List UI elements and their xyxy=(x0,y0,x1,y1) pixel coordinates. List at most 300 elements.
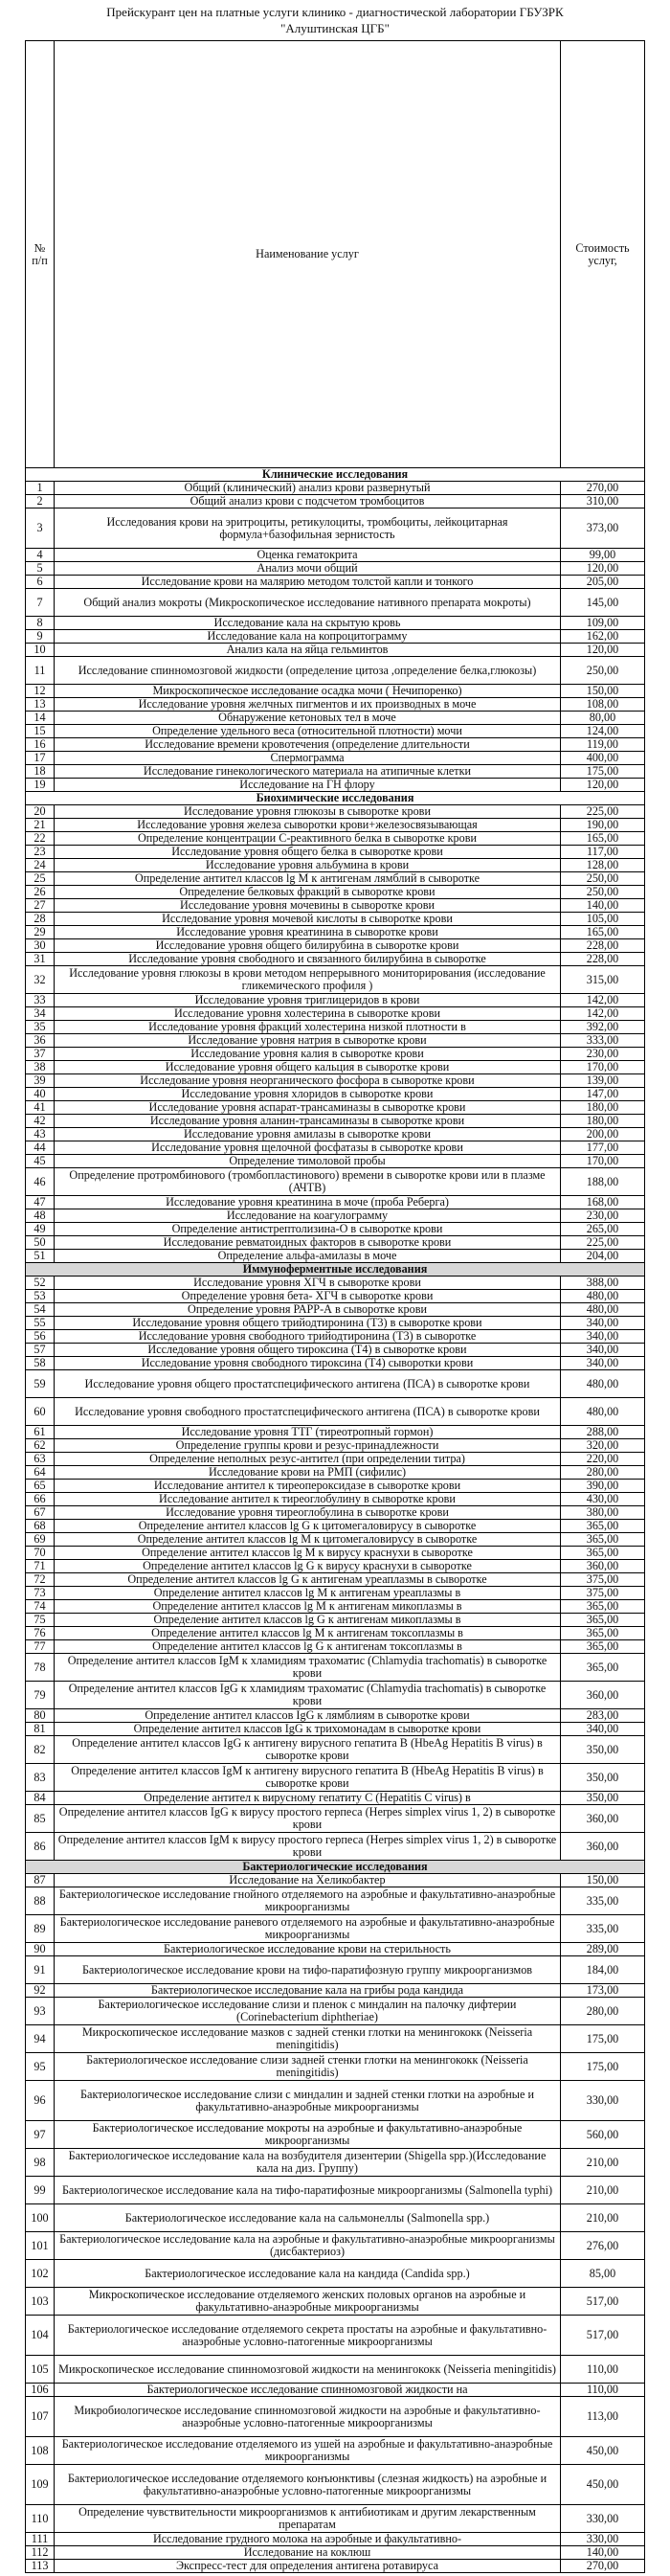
service-price: 175,00 xyxy=(561,765,645,779)
table-row xyxy=(26,1034,645,1048)
table-row xyxy=(26,899,645,913)
row-number: 5 xyxy=(26,562,55,576)
service-name: Определение белковых фракций в сыворотке крови xyxy=(55,886,561,899)
service-name: Бактериологическое исследование спинномозговой жидкости на xyxy=(55,2384,561,2397)
section-header-row xyxy=(26,1263,645,1277)
service-price: 450,00 xyxy=(561,2437,645,2465)
row-number: 103 xyxy=(26,2288,55,2316)
row-number: 74 xyxy=(26,1600,55,1614)
service-name: Исследование уровня альбумина в крови xyxy=(55,859,561,872)
service-price: 200,00 xyxy=(561,1128,645,1141)
table-row xyxy=(26,1317,645,1330)
section-title: Клинические исследования xyxy=(26,468,645,482)
section-title: Бактериологические исследования xyxy=(26,1861,645,1874)
service-name: Исследование уровня аспарат-трансаминазы в сыворотке крови xyxy=(55,1101,561,1115)
service-name: Исследование кала на копроцитограмму xyxy=(55,630,561,644)
service-price: 175,00 xyxy=(561,2025,645,2053)
service-name: Определение антител классов lg G к антигенам уреаплазмы в сыворотке xyxy=(55,1573,561,1587)
service-price: 128,00 xyxy=(561,859,645,872)
service-price: 177,00 xyxy=(561,1141,645,1155)
service-name: Бактериологическое исследование отделяемого секрета простаты на аэробные и факультативно-анаэробные условно-патогенные микроорганизмы xyxy=(55,2316,561,2356)
service-name: Исследование уровня креатинина в моче (проба Реберга) xyxy=(55,1196,561,1209)
row-number: 64 xyxy=(26,1466,55,1480)
table-row xyxy=(26,859,645,872)
table-row xyxy=(26,913,645,926)
table-row xyxy=(26,994,645,1007)
table-row xyxy=(26,1370,645,1398)
service-price: 480,00 xyxy=(561,1290,645,1303)
row-number: 105 xyxy=(26,2356,55,2384)
service-name: Бактериологическое исследование крови на стерильность xyxy=(55,1943,561,1956)
row-number: 8 xyxy=(26,617,55,630)
row-number: 63 xyxy=(26,1453,55,1466)
service-price: 168,00 xyxy=(561,1196,645,1209)
service-name: Определение неполных резус-антител (при определении титра) xyxy=(55,1453,561,1466)
table-row xyxy=(26,1547,645,1560)
row-number: 82 xyxy=(26,1736,55,1764)
table-row xyxy=(26,549,645,562)
table-row xyxy=(26,1250,645,1263)
service-price: 365,00 xyxy=(561,1654,645,1682)
row-number: 77 xyxy=(26,1640,55,1654)
service-name: Исследование уровня креатинина в сыворотке крови xyxy=(55,926,561,939)
service-price: 350,00 xyxy=(561,1764,645,1792)
service-name: Исследование уровня хлоридов в сыворотке крови xyxy=(55,1088,561,1101)
service-name: Определение антител классов lg M к антигенам токсоплазмы в xyxy=(55,1627,561,1640)
service-price: 288,00 xyxy=(561,1426,645,1439)
service-name: Экспресс-тест для определения антигена ротавируса xyxy=(55,2560,561,2573)
service-name: Исследование уровня ТТГ (тиреотропный гормон) xyxy=(55,1426,561,1439)
row-number: 26 xyxy=(26,886,55,899)
table-row xyxy=(26,738,645,752)
table-row xyxy=(26,2025,645,2053)
service-price: 517,00 xyxy=(561,2288,645,2316)
row-number: 50 xyxy=(26,1236,55,1250)
table-row xyxy=(26,685,645,698)
service-price: 210,00 xyxy=(561,2149,645,2177)
row-number: 1 xyxy=(26,482,55,495)
service-name: Определение антител классов IgM к хламидиям трахоматис (Chlamydia trachomatis) в сыворотке крови xyxy=(55,1654,561,1682)
service-price: 310,00 xyxy=(561,495,645,508)
section-header-row xyxy=(26,468,645,482)
service-price: 145,00 xyxy=(561,589,645,617)
service-name: Определение антител классов lg G к вирусу краснухи в сыворотке xyxy=(55,1560,561,1573)
row-number: 34 xyxy=(26,1007,55,1021)
row-number: 78 xyxy=(26,1654,55,1682)
service-price: 228,00 xyxy=(561,953,645,966)
row-number: 113 xyxy=(26,2560,55,2573)
row-number: 83 xyxy=(26,1764,55,1792)
table-row xyxy=(26,1614,645,1627)
table-row xyxy=(26,495,645,508)
row-number: 93 xyxy=(26,1998,55,2025)
service-price: 210,00 xyxy=(561,2204,645,2232)
service-price: 184,00 xyxy=(561,1956,645,1984)
table-row xyxy=(26,1943,645,1956)
row-number: 19 xyxy=(26,779,55,792)
table-row xyxy=(26,1398,645,1426)
row-number: 68 xyxy=(26,1520,55,1533)
table-row xyxy=(26,765,645,779)
service-name: Бактериологическое исследование гнойного отделяемого на аэробные и факультативно-анаэробные микроорганизмы xyxy=(55,1887,561,1915)
service-name: Исследование уровня общего простатспецифического антигена (ПСА) в сыворотке крови xyxy=(55,1370,561,1398)
service-name: Определение альфа-амилазы в моче xyxy=(55,1250,561,1263)
service-price: 142,00 xyxy=(561,1007,645,1021)
service-price: 392,00 xyxy=(561,1021,645,1034)
service-name: Исследование уровня ХГЧ в сыворотке крови xyxy=(55,1277,561,1290)
row-number: 24 xyxy=(26,859,55,872)
service-price: 142,00 xyxy=(561,994,645,1007)
service-name: Определение антистрептолизина-О в сыворотке крови xyxy=(55,1223,561,1236)
table-row xyxy=(26,482,645,495)
service-price: 205,00 xyxy=(561,576,645,589)
table-row xyxy=(26,2232,645,2260)
service-name: Исследование крови на малярию методом толстой капли и тонкого xyxy=(55,576,561,589)
service-name: Обнаружение кетоновых тел в моче xyxy=(55,712,561,725)
service-name: Определение антител классов lg M к цитомегаловирусу в сыворотке xyxy=(55,1533,561,1547)
service-price: 117,00 xyxy=(561,846,645,859)
service-name: Бактериологическое исследование кала на аэробные и факультативно-анаэробные микроорганизмы (дисбактериоз) xyxy=(55,2232,561,2260)
service-name: Исследование антител к тиреоглобулину в сыворотке крови xyxy=(55,1493,561,1506)
table-row xyxy=(26,1155,645,1168)
service-name: Определение группы крови и резус-принадлежности xyxy=(55,1439,561,1453)
row-number: 84 xyxy=(26,1792,55,1805)
table-row xyxy=(26,1887,645,1915)
service-price: 320,00 xyxy=(561,1439,645,1453)
service-name: Бактериологическое исследование кала на возбудителя дизентерии (Shigella spp.)(Исследование кала на диз. Группу) xyxy=(55,2149,561,2177)
service-name: Исследование уровня желчных пигментов и их производных в моче xyxy=(55,698,561,712)
service-price: 390,00 xyxy=(561,1480,645,1493)
service-price: 365,00 xyxy=(561,1600,645,1614)
row-number: 76 xyxy=(26,1627,55,1640)
table-row xyxy=(26,2288,645,2316)
row-number: 71 xyxy=(26,1560,55,1573)
service-name: Исследование уровня щелочной фосфатазы в сыворотке крови xyxy=(55,1141,561,1155)
service-name: Определение антител классов IgG к антигену вирусного гепатита В (HbeAg Hepatitis B virus) в сыворотке крови xyxy=(55,1736,561,1764)
service-price: 120,00 xyxy=(561,562,645,576)
row-number: 62 xyxy=(26,1439,55,1453)
table-row xyxy=(26,1101,645,1115)
table-row xyxy=(26,1439,645,1453)
row-number: 45 xyxy=(26,1155,55,1168)
table-row xyxy=(26,2356,645,2384)
document-title-line1: Прейскурант цен на платные услуги клинико - диагностической лаборатории ГБУЗРК xyxy=(106,5,564,19)
row-number: 27 xyxy=(26,899,55,913)
table-row xyxy=(26,1196,645,1209)
row-number: 15 xyxy=(26,725,55,738)
service-name: Исследование на коклюш xyxy=(55,2546,561,2560)
row-number: 29 xyxy=(26,926,55,939)
service-price: 225,00 xyxy=(561,805,645,819)
service-name: Микроскопическое исследование спинномозговой жидкости на менингококк (Neisseria meningitidis) xyxy=(55,2356,561,2384)
price-table-body xyxy=(26,41,645,2573)
service-name: Исследование уровня мочевой кислоты в сыворотке крови xyxy=(55,913,561,926)
table-row xyxy=(26,1480,645,1493)
row-number: 14 xyxy=(26,712,55,725)
service-price: 375,00 xyxy=(561,1573,645,1587)
service-name: Определение тимоловой пробы xyxy=(55,1155,561,1168)
row-number: 36 xyxy=(26,1034,55,1048)
row-number: 75 xyxy=(26,1614,55,1627)
row-number: 65 xyxy=(26,1480,55,1493)
service-name: Бактериологическое исследование кала на кандида (Candida spp.) xyxy=(55,2260,561,2288)
table-row xyxy=(26,1640,645,1654)
service-price: 270,00 xyxy=(561,482,645,495)
row-number: 79 xyxy=(26,1682,55,1709)
service-price: 170,00 xyxy=(561,1155,645,1168)
row-number: 73 xyxy=(26,1587,55,1600)
table-row xyxy=(26,562,645,576)
row-number: 98 xyxy=(26,2149,55,2177)
table-header-row xyxy=(26,41,645,468)
table-row xyxy=(26,1426,645,1439)
service-name: Исследование уровня калия в сыворотке крови xyxy=(55,1048,561,1061)
table-row xyxy=(26,2204,645,2232)
service-name: Определение протромбинового (тромбопластинового) времени в сыворотке крови или в плазме (АЧТВ) xyxy=(55,1168,561,1196)
table-row xyxy=(26,819,645,832)
table-row xyxy=(26,1330,645,1344)
service-price: 99,00 xyxy=(561,549,645,562)
service-name: Определение антител к вирусному гепатиту С (Hepatitis C virus) в xyxy=(55,1792,561,1805)
service-price: 276,00 xyxy=(561,2232,645,2260)
row-number: 46 xyxy=(26,1168,55,1196)
service-price: 340,00 xyxy=(561,1723,645,1736)
row-number: 23 xyxy=(26,846,55,859)
table-row xyxy=(26,1344,645,1357)
row-number: 99 xyxy=(26,2177,55,2204)
service-name: Исследование крови на РМП (сифилис) xyxy=(55,1466,561,1480)
table-row xyxy=(26,1141,645,1155)
table-row xyxy=(26,2384,645,2397)
service-price: 119,00 xyxy=(561,738,645,752)
service-price: 140,00 xyxy=(561,899,645,913)
table-row xyxy=(26,698,645,712)
service-name: Спермограмма xyxy=(55,752,561,765)
service-name: Определение антител классов lg G к антигенам токсоплазмы в xyxy=(55,1640,561,1654)
service-name: Бактериологическое исследование отделяемого из ушей на аэробные и факультативно-анаэробные микроорганизмы xyxy=(55,2437,561,2465)
service-price: 375,00 xyxy=(561,1587,645,1600)
service-price: 147,00 xyxy=(561,1088,645,1101)
service-name: Исследование уровня натрия в сыворотке крови xyxy=(55,1034,561,1048)
row-number: 104 xyxy=(26,2316,55,2356)
service-price: 230,00 xyxy=(561,1048,645,1061)
table-row xyxy=(26,1115,645,1128)
service-price: 333,00 xyxy=(561,1034,645,1048)
service-name: Бактериологическое исследование раневого отделяемого на аэробные и факультативно-анаэробные микроорганизмы xyxy=(55,1915,561,1943)
row-number: 102 xyxy=(26,2260,55,2288)
row-number: 28 xyxy=(26,913,55,926)
table-row xyxy=(26,1168,645,1196)
row-number: 39 xyxy=(26,1074,55,1088)
service-name: Микробиологическое исследование спинномозговой жидкости на аэробные и факультативно-анаэробные условно-патогенные микроорганизмы xyxy=(55,2397,561,2437)
service-name: Исследование ревматоидных факторов в сыворотке крови xyxy=(55,1236,561,1250)
table-row xyxy=(26,966,645,994)
table-row xyxy=(26,1520,645,1533)
table-row xyxy=(26,2505,645,2533)
service-name: Исследование уровня общего кальция в сыворотке крови xyxy=(55,1061,561,1074)
service-price: 480,00 xyxy=(561,1370,645,1398)
service-price: 365,00 xyxy=(561,1547,645,1560)
service-name: Определение антител классов IgG к хламидиям трахоматис (Chlamydia trachomatis) в сыворотке крови xyxy=(55,1682,561,1709)
table-row xyxy=(26,2465,645,2505)
service-price: 365,00 xyxy=(561,1533,645,1547)
table-row xyxy=(26,1466,645,1480)
table-row xyxy=(26,644,645,657)
service-name: Исследование уровня мочевины в сыворотке крови xyxy=(55,899,561,913)
table-row xyxy=(26,1506,645,1520)
service-price: 188,00 xyxy=(561,1168,645,1196)
table-row xyxy=(26,2053,645,2081)
table-row xyxy=(26,2546,645,2560)
service-price: 400,00 xyxy=(561,752,645,765)
service-price: 124,00 xyxy=(561,725,645,738)
service-price: 140,00 xyxy=(561,2546,645,2560)
row-number: 88 xyxy=(26,1887,55,1915)
table-row xyxy=(26,2121,645,2149)
table-row xyxy=(26,1021,645,1034)
service-price: 280,00 xyxy=(561,1998,645,2025)
service-price: 350,00 xyxy=(561,1792,645,1805)
section-title: Биохимические исследования xyxy=(26,792,645,805)
service-name: Определение антител классов lg M к антигенам микоплазмы в xyxy=(55,1600,561,1614)
service-price: 110,00 xyxy=(561,2384,645,2397)
table-row xyxy=(26,1074,645,1088)
table-row xyxy=(26,805,645,819)
row-number: 20 xyxy=(26,805,55,819)
table-row xyxy=(26,1984,645,1998)
table-row xyxy=(26,1736,645,1764)
service-price: 220,00 xyxy=(561,1453,645,1466)
row-number: 87 xyxy=(26,1874,55,1887)
table-row xyxy=(26,1303,645,1317)
header-service-name: Наименование услуг xyxy=(55,41,561,468)
service-name: Определение антител классов lg G к антигенам микоплазмы в xyxy=(55,1614,561,1627)
service-price: 360,00 xyxy=(561,1560,645,1573)
service-price: 340,00 xyxy=(561,1357,645,1370)
service-name: Определение антител классов lg G к цитомегаловирусу в сыворотке xyxy=(55,1520,561,1533)
service-name: Бактериологическое исследование мокроты на аэробные и факультативно-анаэробные микроорганизмы xyxy=(55,2121,561,2149)
service-name: Исследование кала на скрытую кровь xyxy=(55,617,561,630)
service-name: Определение антител классов IgM к вирусу простого герпеса (Herpes simplex virus 1, 2) в сыворотке крови xyxy=(55,1833,561,1861)
row-number: 97 xyxy=(26,2121,55,2149)
service-name: Исследование уровня общего белка в сыворотке крови xyxy=(55,846,561,859)
table-row xyxy=(26,1956,645,1984)
table-row xyxy=(26,2177,645,2204)
service-name: Исследование уровня свободного тироксина (Т4) сыворотки крови xyxy=(55,1357,561,1370)
service-name: Исследование уровня глюкозы в крови методом непрерывного мониторирования (исследование гликемического профиля ) xyxy=(55,966,561,994)
service-price: 373,00 xyxy=(561,508,645,549)
table-row xyxy=(26,1998,645,2025)
row-number: 92 xyxy=(26,1984,55,1998)
row-number: 43 xyxy=(26,1128,55,1141)
service-name: Исследование на ГН флору xyxy=(55,779,561,792)
service-price: 173,00 xyxy=(561,1984,645,1998)
service-price: 340,00 xyxy=(561,1344,645,1357)
row-number: 22 xyxy=(26,832,55,846)
service-price: 150,00 xyxy=(561,1874,645,1887)
service-name: Определение антител классов lg M к антигенам лямблий в сыворотке xyxy=(55,872,561,886)
row-number: 60 xyxy=(26,1398,55,1426)
row-number: 42 xyxy=(26,1115,55,1128)
service-name: Исследование спинномозговой жидкости (определение цитоза ,определение белка,глюкозы) xyxy=(55,657,561,685)
service-name: Исследование уровня свободного простатспецифического антигена (ПСА) в сыворотке крови xyxy=(55,1398,561,1426)
table-row xyxy=(26,1915,645,1943)
row-number: 12 xyxy=(26,685,55,698)
table-row xyxy=(26,939,645,953)
service-name: Бактериологическое исследование слизи задней стенки глотки на менингококк (Neisseria meningitidis) xyxy=(55,2053,561,2081)
service-name: Исследование уровня фракций холестерина низкой плотности в xyxy=(55,1021,561,1034)
service-name: Исследование на Хеликобактер xyxy=(55,1874,561,1887)
service-name: Анализ мочи общий xyxy=(55,562,561,576)
table-row xyxy=(26,657,645,685)
service-name: Исследование уровня амилазы в сыворотке крови xyxy=(55,1128,561,1141)
row-number: 55 xyxy=(26,1317,55,1330)
service-name: Исследование уровня глюкозы в сыворотке крови xyxy=(55,805,561,819)
table-row xyxy=(26,617,645,630)
service-price: 210,00 xyxy=(561,2177,645,2204)
service-price: 280,00 xyxy=(561,1466,645,1480)
table-row xyxy=(26,1236,645,1250)
row-number: 13 xyxy=(26,698,55,712)
row-number: 52 xyxy=(26,1277,55,1290)
service-name: Общий анализ мокроты (Микроскопическое исследование нативного препарата мокроты) xyxy=(55,589,561,617)
row-number: 51 xyxy=(26,1250,55,1263)
row-number: 95 xyxy=(26,2053,55,2081)
service-price: 517,00 xyxy=(561,2316,645,2356)
row-number: 109 xyxy=(26,2465,55,2505)
service-name: Исследование антител к тиреопероксидазе в сыворотке крови xyxy=(55,1480,561,1493)
service-price: 250,00 xyxy=(561,872,645,886)
table-row xyxy=(26,1805,645,1833)
service-name: Бактериологическое исследование слизи с миндалин и задней стенки глотки на аэробные и факультативно-анаэробные микроорганизмы xyxy=(55,2081,561,2121)
row-number: 57 xyxy=(26,1344,55,1357)
service-price: 335,00 xyxy=(561,1915,645,1943)
table-row xyxy=(26,1560,645,1573)
row-number: 91 xyxy=(26,1956,55,1984)
row-number: 94 xyxy=(26,2025,55,2053)
service-name: Исследование уровня железа сыворотки крови+железосвязывающая xyxy=(55,819,561,832)
service-price: 340,00 xyxy=(561,1317,645,1330)
row-number: 70 xyxy=(26,1547,55,1560)
table-row xyxy=(26,926,645,939)
table-row xyxy=(26,1223,645,1236)
service-name: Исследование уровня аланин-трансаминазы в сыворотке крови xyxy=(55,1115,561,1128)
service-name: Определение уровня бета- ХГЧ в сыворотке крови xyxy=(55,1290,561,1303)
table-row xyxy=(26,2260,645,2288)
section-header-row xyxy=(26,792,645,805)
row-number: 6 xyxy=(26,576,55,589)
service-price: 105,00 xyxy=(561,913,645,926)
service-price: 315,00 xyxy=(561,966,645,994)
row-number: 58 xyxy=(26,1357,55,1370)
service-price: 360,00 xyxy=(561,1805,645,1833)
service-price: 113,00 xyxy=(561,2397,645,2437)
service-price: 365,00 xyxy=(561,1627,645,1640)
table-row xyxy=(26,1048,645,1061)
service-name: Определение уровня РАРР-А в сыворотке крови xyxy=(55,1303,561,1317)
row-number: 101 xyxy=(26,2232,55,2260)
table-row xyxy=(26,1874,645,1887)
service-price: 480,00 xyxy=(561,1398,645,1426)
row-number: 11 xyxy=(26,657,55,685)
section-title: Иммуноферментные исследования xyxy=(26,1263,645,1277)
service-name: Исследование уровня холестерина в сыворотке крови xyxy=(55,1007,561,1021)
service-name: Микроскопическое исследование осадка мочи ( Нечипоренко) xyxy=(55,685,561,698)
service-name: Исследования крови на эритроциты, ретикулоциты, тромбоциты, лейкоцитарная формула+базофильная зернистость xyxy=(55,508,561,549)
row-number: 90 xyxy=(26,1943,55,1956)
row-number: 7 xyxy=(26,589,55,617)
row-number: 49 xyxy=(26,1223,55,1236)
